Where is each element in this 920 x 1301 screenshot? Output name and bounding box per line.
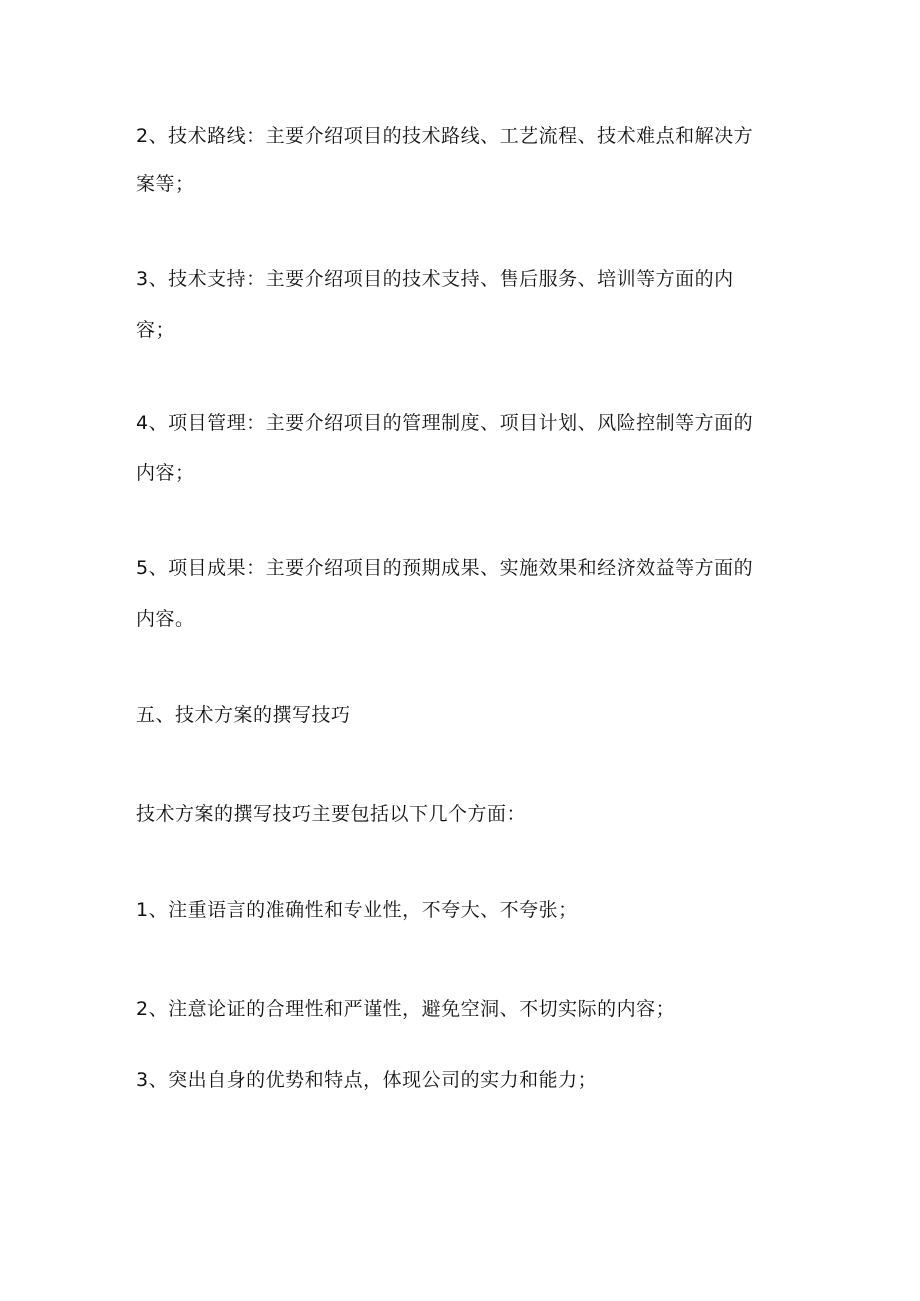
section-intro: 技术方案的撰写技巧主要包括以下几个方面：: [136, 803, 527, 825]
tip-3-text: 3、突出自身的优势和特点，体现公司的实力和能力；: [136, 1069, 598, 1091]
item-5-text: 5、项目成果：主要介绍项目的预期成果、实施效果和经济效益等方面的: [136, 557, 754, 579]
item-2-text-continued: 案等；: [136, 173, 195, 195]
item-5-text-continued: 内容。: [136, 608, 195, 630]
tip-1-text: 1、注重语言的准确性和专业性，不夸大、不夸张；: [136, 899, 578, 921]
tip-2-text: 2、注意论证的合理性和严谨性，避免空洞、不切实际的内容；: [136, 998, 676, 1020]
item-3-text-continued: 容；: [136, 319, 176, 341]
section-heading: 五、技术方案的撰写技巧: [136, 704, 351, 726]
item-4-text-continued: 内容；: [136, 462, 195, 484]
item-4-text: 4、项目管理：主要介绍项目的管理制度、项目计划、风险控制等方面的: [136, 412, 754, 434]
item-3-text: 3、技术支持：主要介绍项目的技术支持、售后服务、培训等方面的内: [136, 268, 734, 290]
item-2-text: 2、技术路线：主要介绍项目的技术路线、工艺流程、技术难点和解决方: [136, 125, 754, 147]
